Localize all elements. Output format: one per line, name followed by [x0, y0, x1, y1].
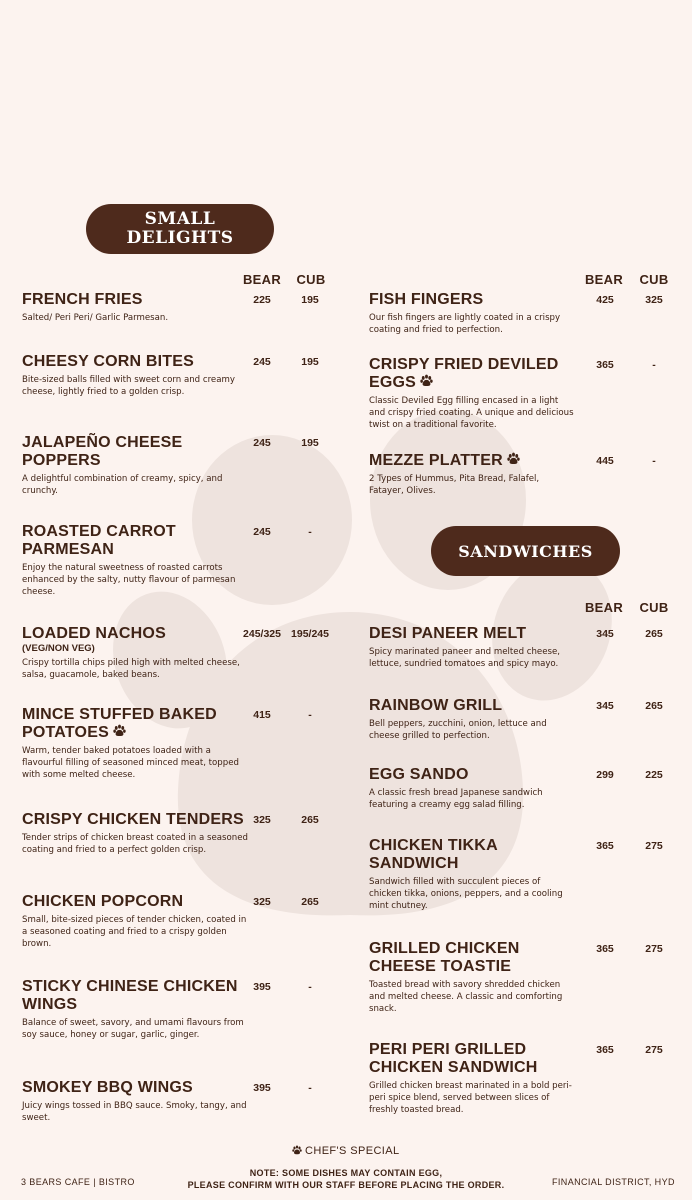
menu-item-name-text: CHICKEN POPCORN [22, 893, 184, 910]
menu-item-name [22, 291, 248, 309]
price-bear: 365 [596, 840, 614, 852]
menu-item-name-text: RAINBOW GRILL [369, 697, 503, 714]
menu-item-description: Tender strips of chicken breast coated in a seasoned coating and fried to a perfect golden crisp. [22, 833, 248, 855]
menu-item-description: Bell peppers, zucchini, onion, lettuce and cheese grilled to perfection. [369, 719, 547, 741]
price-cub: 195 [301, 356, 319, 368]
menu-item-description: Grilled chicken breast marinated in a bold peri-peri spice blend, served between slices of freshly toasted bread. [369, 1081, 572, 1115]
chef-special-legend [292, 1145, 400, 1157]
menu-item-name-text: CRISPY FRIED DEVILED EGGS [369, 356, 559, 392]
menu-item-name [22, 978, 248, 1014]
menu-item-name [369, 291, 574, 309]
menu-item-name-text: JALAPEÑO CHEESE POPPERS [22, 434, 183, 469]
price-bear: 365 [596, 943, 614, 955]
price-bear: 445 [596, 455, 614, 467]
menu-item-name-text: STICKY CHINESE CHICKEN WINGS [22, 978, 238, 1013]
price-bear: 245 [253, 526, 271, 538]
menu-item-name-text: MEZZE PLATTER [369, 452, 503, 470]
price-cub: 195/245 [291, 628, 329, 640]
menu-item-name [369, 766, 574, 784]
menu-item-name-text: CHEESY CORN BITES [22, 353, 195, 370]
chef-special-paw-icon [507, 452, 520, 470]
menu-item-description: Enjoy the natural sweetness of roasted carrots enhanced by the salty, nutty flavour of parmesan cheese. [22, 563, 236, 597]
menu-item-description: A delightful combination of creamy, spicy, and crunchy. [22, 474, 223, 496]
column-header-cub-left: CUB [296, 272, 326, 287]
menu-item-name-text: CHICKEN TIKKA SANDWICH [369, 837, 498, 872]
section-title-line-2: DELIGHTS [126, 228, 234, 248]
menu-item-name [22, 893, 248, 911]
menu-item-description: Spicy marinated paneer and melted cheese, lettuce, sundried tomatoes and spicy mayo. [369, 647, 560, 669]
menu-item-name [369, 625, 574, 643]
price-bear: 299 [596, 769, 614, 781]
menu-item-name-text: FRENCH FRIES [22, 291, 143, 308]
price-cub: 225 [645, 769, 663, 781]
price-bear: 345 [596, 700, 614, 712]
menu-item [369, 766, 574, 811]
price-bear: 245/325 [243, 628, 281, 640]
section-title-line-1: SMALL [144, 209, 216, 229]
menu-item-description: Toasted bread with savory shredded chicken and melted cheese. A classic and comforting snack. [369, 980, 563, 1014]
menu-item-name [369, 356, 574, 392]
menu-item-name [369, 837, 574, 873]
menu-item-name [22, 811, 248, 829]
menu-item-name-text: SMOKEY BBQ WINGS [22, 1079, 193, 1096]
menu-item [369, 452, 574, 497]
menu-item-name-text: DESI PANEER MELT [369, 625, 527, 642]
price-cub: - [652, 455, 656, 467]
menu-item [22, 706, 248, 781]
column-header-cub-right: CUB [639, 272, 669, 287]
price-bear: 365 [596, 359, 614, 371]
menu-item [369, 291, 574, 336]
menu-item-name [22, 353, 248, 371]
paw-icon [292, 1145, 302, 1155]
menu-item-description: Salted/ Peri Peri/ Garlic Parmesan. [22, 313, 169, 323]
price-cub: 325 [645, 294, 663, 306]
price-bear: 325 [253, 896, 271, 908]
menu-item-description: Sandwich filled with succulent pieces of chicken tikka, onions, peppers, and a cooling mint chutney. [369, 877, 563, 911]
menu-item-subtitle: (VEG/NON VEG) [22, 643, 95, 654]
menu-item [22, 434, 248, 497]
footer-location: FINANCIAL DISTRICT, HYD [552, 1177, 675, 1187]
price-bear: 395 [253, 981, 271, 993]
menu-item-description: Crispy tortilla chips piled high with melted cheese, salsa, guacamole, baked beans. [22, 658, 240, 680]
price-bear: 395 [253, 1082, 271, 1094]
menu-item-description: Classic Deviled Egg filling encased in a light and crispy fried coating. A unique and delicious twist on a traditional favorite. [369, 396, 574, 431]
price-cub: 275 [645, 840, 663, 852]
menu-item [369, 837, 574, 912]
menu-item-name-text: CRISPY CHICKEN TENDERS [22, 811, 244, 828]
menu-item [369, 697, 574, 742]
menu-item-name [369, 697, 574, 715]
column-header-cub-sandwiches: CUB [639, 600, 669, 615]
menu-item-name [22, 523, 248, 559]
menu-item-description: Our fish fingers are lightly coated in a crispy coating and fried to perfection. [369, 313, 561, 335]
section-title-small-delights [86, 204, 274, 254]
column-header-bear-right: BEAR [584, 272, 624, 287]
menu-item-name [22, 625, 248, 643]
menu-item [22, 523, 248, 598]
price-bear: 245 [253, 356, 271, 368]
menu-item [22, 291, 248, 324]
price-cub: 275 [645, 943, 663, 955]
price-cub: 195 [301, 294, 319, 306]
menu-item-name-text: GRILLED CHICKEN CHEESE TOASTIE [369, 940, 520, 975]
price-cub: 195 [301, 437, 319, 449]
chef-special-label: CHEF'S SPECIAL [305, 1145, 400, 1157]
menu-item [369, 356, 574, 431]
menu-item-description: Juicy wings tossed in BBQ sauce. Smoky, tangy, and sweet. [22, 1101, 247, 1123]
menu-item [369, 940, 574, 1015]
footer-note-line-2: PLEASE CONFIRM WITH OUR STAFF BEFORE PLACING THE ORDER. [187, 1180, 505, 1190]
price-cub: 265 [301, 814, 319, 826]
menu-item-name-text: EGG SANDO [369, 766, 469, 783]
menu-item-name [369, 940, 574, 976]
column-header-bear-left: BEAR [242, 272, 282, 287]
price-bear: 225 [253, 294, 271, 306]
price-cub: 265 [301, 896, 319, 908]
menu-item-name [22, 706, 248, 742]
price-bear: 365 [596, 1044, 614, 1056]
price-cub: - [308, 1082, 312, 1094]
section-title-text: SANDWICHES [458, 541, 593, 561]
price-cub: - [308, 709, 312, 721]
menu-item-name [369, 1041, 574, 1077]
menu-item [22, 625, 248, 681]
price-cub: - [308, 526, 312, 538]
menu-item [22, 1079, 248, 1124]
menu-item [369, 625, 574, 670]
price-cub: - [308, 981, 312, 993]
chef-special-paw-icon [420, 374, 433, 392]
price-cub: 265 [645, 700, 663, 712]
footer-note [160, 1167, 532, 1191]
price-cub: 265 [645, 628, 663, 640]
menu-item [22, 978, 248, 1041]
menu-item [22, 811, 248, 856]
column-header-bear-sandwiches: BEAR [584, 600, 624, 615]
menu-item-name-text: LOADED NACHOS [22, 625, 166, 642]
price-bear: 325 [253, 814, 271, 826]
price-bear: 415 [253, 709, 271, 721]
price-bear: 245 [253, 437, 271, 449]
menu-item [369, 1041, 574, 1116]
price-cub: 275 [645, 1044, 663, 1056]
footer-note-line-1: NOTE: SOME DISHES MAY CONTAIN EGG, [249, 1168, 443, 1178]
menu-item-name [22, 1079, 248, 1097]
section-title-sandwiches [431, 526, 620, 576]
menu-item-description: Small, bite-sized pieces of tender chicken, coated in a seasoned coating and fried to a crispy golden brown. [22, 915, 247, 949]
menu-item-name [22, 434, 248, 470]
menu-item [22, 893, 248, 950]
price-bear: 345 [596, 628, 614, 640]
chef-special-paw-icon [113, 724, 126, 742]
price-bear: 425 [596, 294, 614, 306]
menu-item [22, 353, 248, 398]
menu-item-name [369, 452, 574, 470]
menu-item-description: A classic fresh bread Japanese sandwich featuring a creamy egg salad filling. [369, 788, 543, 810]
menu-item-description: Bite-sized balls filled with sweet corn and creamy cheese, lightly fried to a golden crisp. [22, 375, 235, 397]
menu-item-name-text: MINCE STUFFED BAKED POTATOES [22, 706, 217, 742]
menu-item-description: Warm, tender baked potatoes loaded with a flavourful filling of seasoned minced meat, topped with some melted cheese. [22, 746, 239, 781]
menu-item-name-text: ROASTED CARROT PARMESAN [22, 523, 176, 558]
price-cub: - [652, 359, 656, 371]
footer-cafe-name: 3 BEARS CAFE | BISTRO [21, 1177, 135, 1187]
menu-item-description: Balance of sweet, savory, and umami flavours from soy sauce, honey or sugar, garlic, ginger. [22, 1018, 244, 1040]
menu-item-name-text: PERI PERI GRILLED CHICKEN SANDWICH [369, 1041, 538, 1076]
menu-item-name-text: FISH FINGERS [369, 291, 484, 308]
menu-item-description: 2 Types of Hummus, Pita Bread, Falafel, Fatayer, Olives. [369, 474, 540, 497]
